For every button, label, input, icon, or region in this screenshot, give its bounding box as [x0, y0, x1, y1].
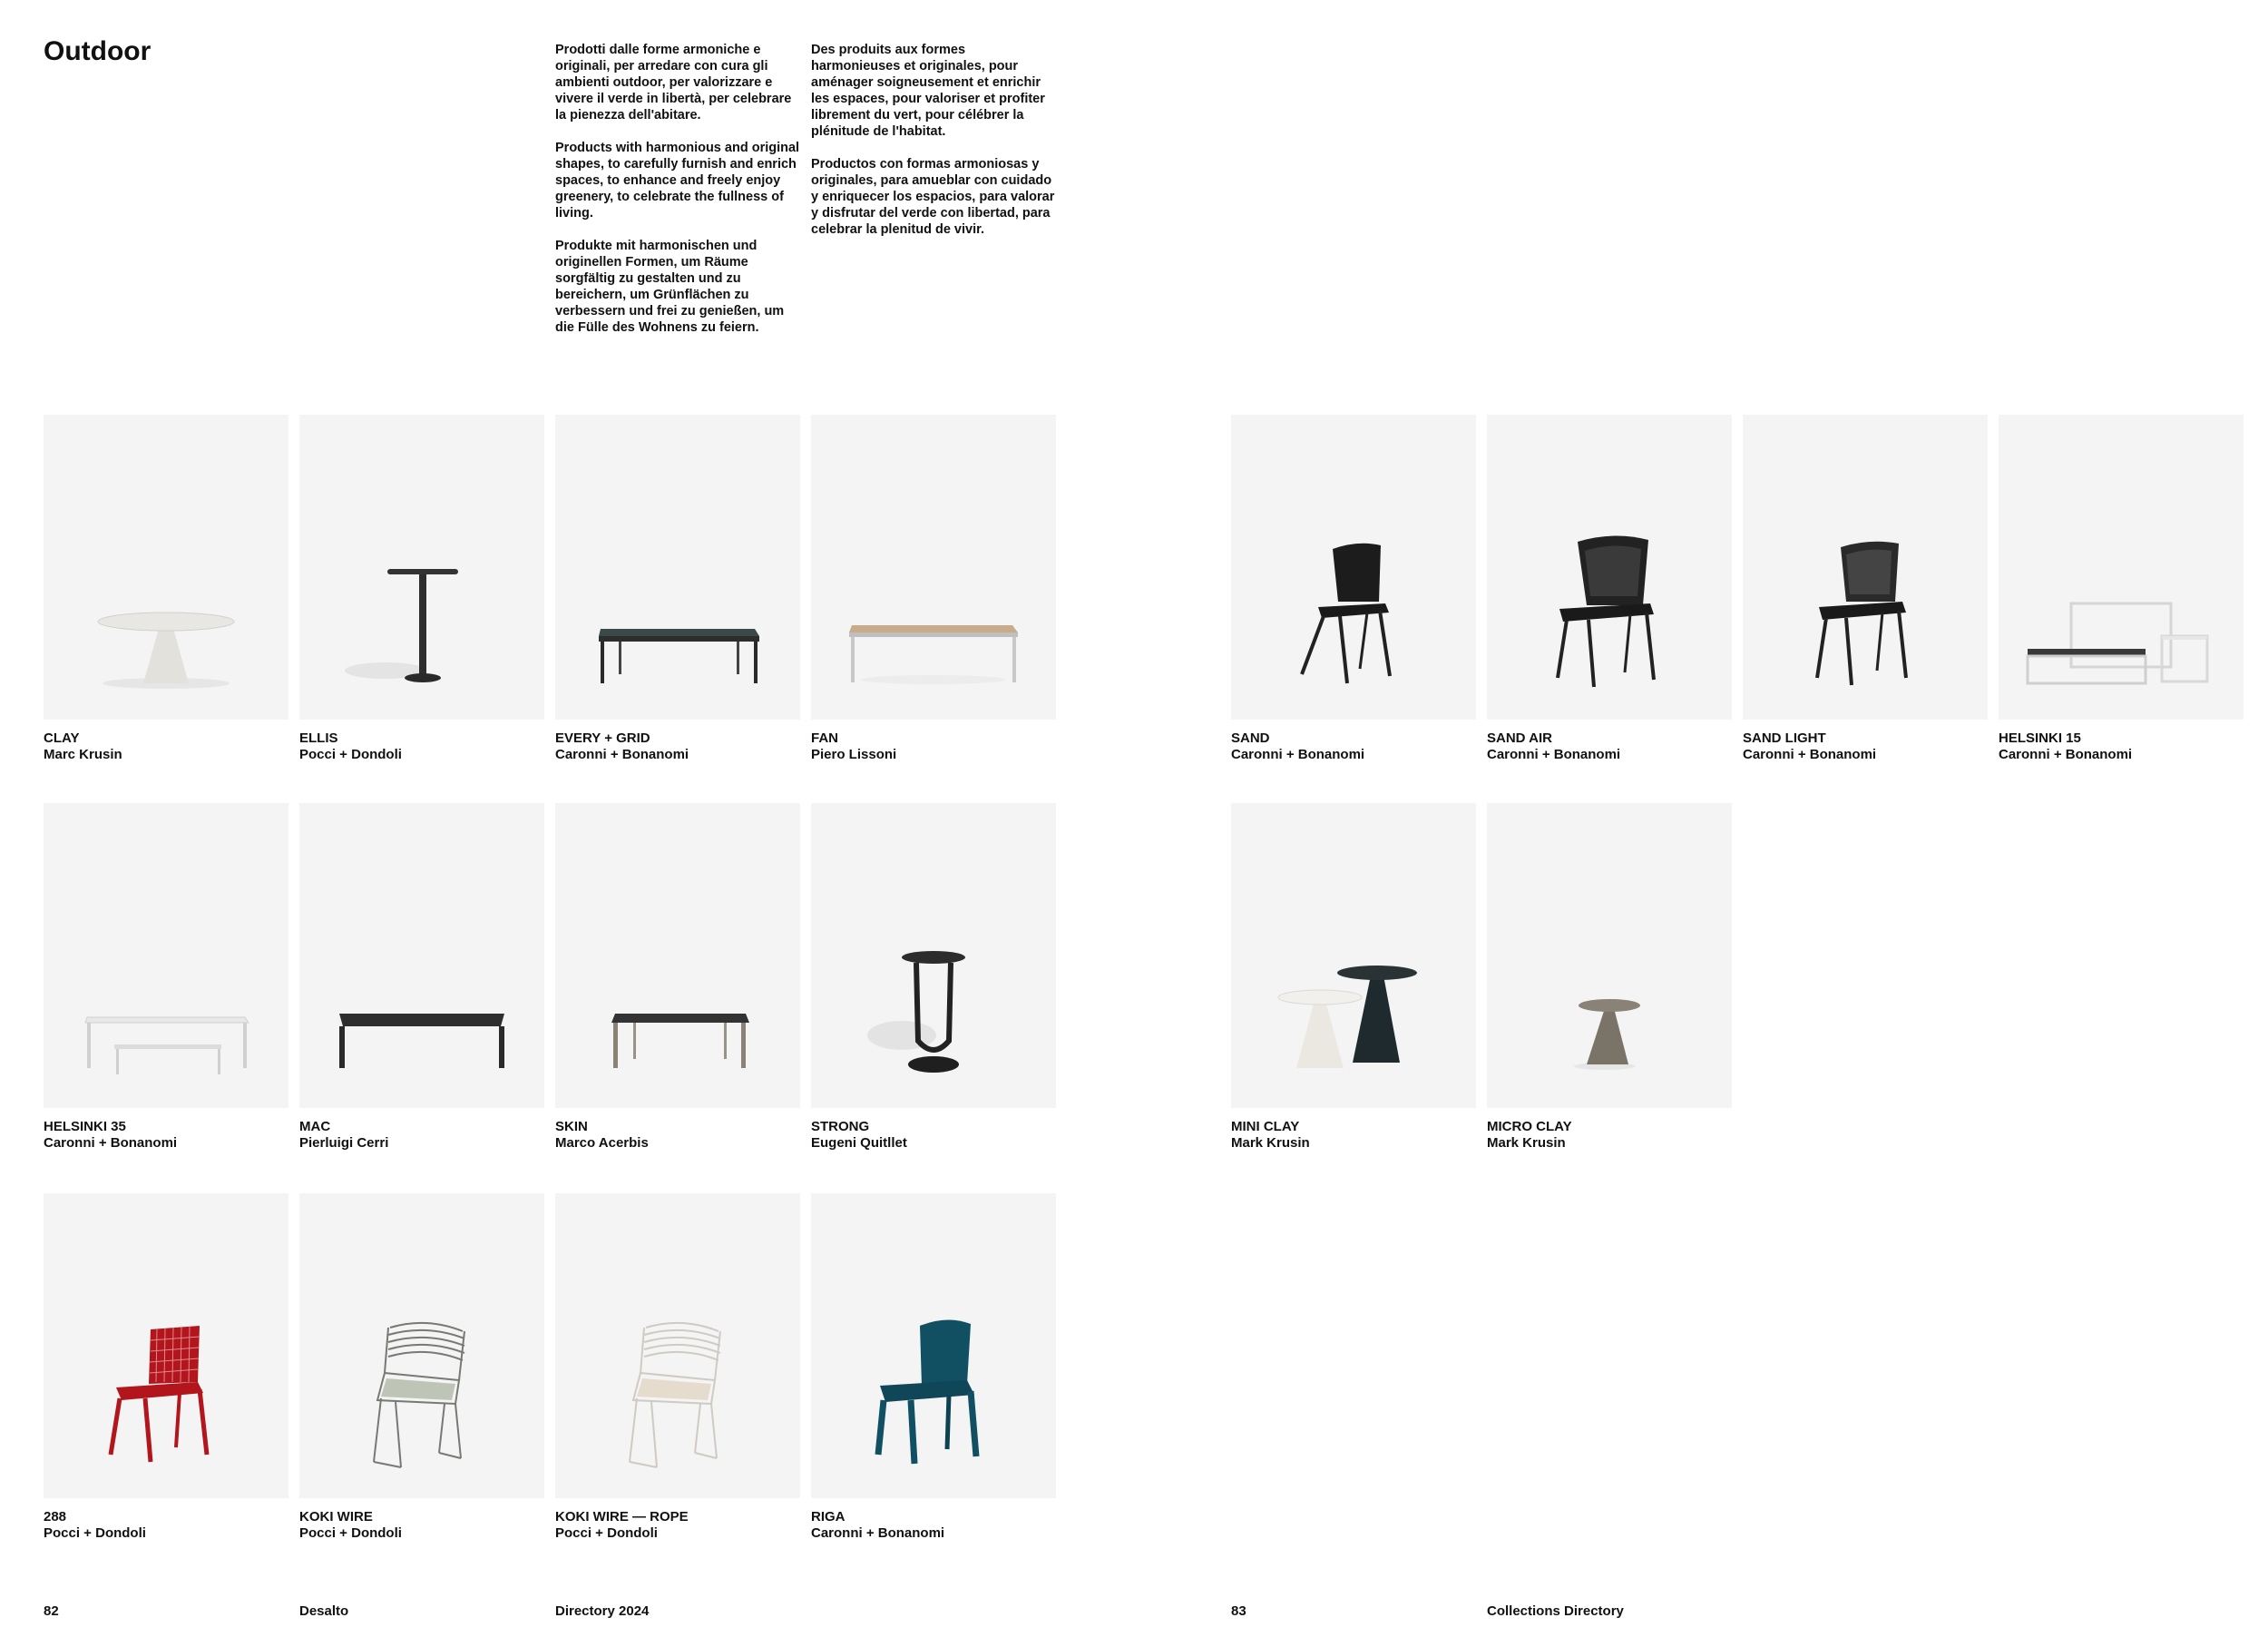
skin-table-icon [555, 803, 800, 1108]
product-designer: Pierluigi Cerri [299, 1135, 389, 1151]
product-designer: Pocci + Dondoli [555, 1525, 658, 1541]
intro-paragraph-english: Products with harmonious and original shapes, to carefully furnish and enrich spaces, to enhance and freely enjoy greenery, to celebrate the fullness of living. [555, 141, 800, 221]
micro-clay-table-icon [1487, 803, 1732, 1108]
product-card-koki-wire[interactable] [299, 1193, 544, 1542]
product-designer: Eugeni Quitllet [811, 1135, 907, 1151]
sand-light-chair-icon [1743, 415, 1988, 720]
product-designer: Caronni + Bonanomi [555, 747, 689, 762]
every-grid-table-icon [555, 415, 800, 720]
right-page-number: 83 [1231, 1603, 1246, 1619]
product-card-helsinki-15[interactable] [1999, 415, 2244, 763]
sand-air-chair-icon [1487, 415, 1732, 720]
product-name: SKIN [555, 1119, 588, 1134]
product-card-clay[interactable] [44, 415, 288, 763]
product-designer: Marco Acerbis [555, 1135, 649, 1151]
product-card-every-grid[interactable] [555, 415, 800, 763]
intro-paragraph-italian: Prodotti dalle forme armoniche e originali, per arredare con cura gli ambienti outdoor, per valorizzare e vivere il verde in libertà, per celebrare la pienezza dell'abitare. [555, 43, 792, 123]
product-designer: Piero Lissoni [811, 747, 897, 762]
product-name: MAC [299, 1119, 331, 1134]
footer-brand: Desalto [299, 1603, 349, 1619]
product-card-ellis[interactable] [299, 415, 544, 763]
product-name: ELLIS [299, 730, 338, 746]
product-name: RIGA [811, 1509, 846, 1524]
product-card-skin[interactable] [555, 803, 800, 1152]
intro-text-left [555, 42, 800, 352]
mac-table-icon [299, 803, 544, 1108]
product-designer: Caronni + Bonanomi [1487, 747, 1621, 762]
product-card-koki-wire-rope[interactable] [555, 1193, 800, 1542]
product-name: KOKI WIRE — ROPE [555, 1509, 689, 1524]
intro-text-right [811, 42, 1056, 254]
helsinki-35-table-icon [44, 803, 288, 1108]
product-name: FAN [811, 730, 838, 746]
product-card-288[interactable] [44, 1193, 288, 1542]
intro-paragraph-german: Produkte mit harmonischen und originellen Formen, um Räume sorgfältig zu gestalten und zu bereichern, um Grünflächen zu verbessern und frei zu genießen, um die Fülle des Wohnens zu feiern. [555, 239, 785, 335]
intro-paragraph-spanish: Productos con formas armoniosas y originales, para amueblar con cuidado y enriquecer los espacios, para valorar y disfrutar del verde con libertad, para celebrar la plenitud de vivir. [811, 157, 1055, 237]
strong-table-icon [811, 803, 1056, 1108]
product-name: SAND [1231, 730, 1270, 746]
footer-right-section: Collections Directory [1487, 1603, 1624, 1619]
product-designer: Mark Krusin [1487, 1135, 1566, 1151]
page-title: Outdoor [44, 36, 152, 66]
product-designer: Caronni + Bonanomi [1231, 747, 1365, 762]
product-card-riga[interactable] [811, 1193, 1056, 1542]
product-designer: Pocci + Dondoli [44, 1525, 146, 1541]
product-name: HELSINKI 35 [44, 1119, 126, 1134]
product-designer: Caronni + Bonanomi [1743, 747, 1877, 762]
product-name: MINI CLAY [1231, 1119, 1300, 1134]
koki-wire-rope-chair-icon [555, 1193, 800, 1498]
left-page-number: 82 [44, 1603, 59, 1619]
clay-table-icon [44, 415, 288, 720]
helsinki-15-table-icon [1999, 415, 2244, 720]
product-designer: Marc Krusin [44, 747, 122, 762]
product-card-helsinki-35[interactable] [44, 803, 288, 1152]
sand-chair-icon [1231, 415, 1476, 720]
product-card-fan[interactable] [811, 415, 1056, 763]
product-name: EVERY + GRID [555, 730, 650, 746]
product-card-strong[interactable] [811, 803, 1056, 1152]
product-name: MICRO CLAY [1487, 1119, 1572, 1134]
product-designer: Caronni + Bonanomi [811, 1525, 945, 1541]
product-name: CLAY [44, 730, 80, 746]
product-name: KOKI WIRE [299, 1509, 373, 1524]
product-card-micro-clay[interactable] [1487, 803, 1732, 1152]
product-designer: Pocci + Dondoli [299, 747, 402, 762]
mini-clay-table-icon [1231, 803, 1476, 1108]
ellis-table-icon [299, 415, 544, 720]
product-card-sand-air[interactable] [1487, 415, 1732, 763]
product-designer: Pocci + Dondoli [299, 1525, 402, 1541]
product-name: STRONG [811, 1119, 870, 1134]
footer-left-section: Directory 2024 [555, 1603, 650, 1619]
product-designer: Caronni + Bonanomi [1999, 747, 2133, 762]
288-chair-icon [44, 1193, 288, 1498]
product-card-mac[interactable] [299, 803, 544, 1152]
product-card-mini-clay[interactable] [1231, 803, 1476, 1152]
product-name: SAND LIGHT [1743, 730, 1826, 746]
intro-paragraph-french: Des produits aux formes harmonieuses et originales, pour aménager soigneusement et enrichir les espaces, pour valoriser et profiter librement du vert, pour célébrer la plénitude de l'habitat. [811, 43, 1045, 139]
riga-chair-icon [811, 1193, 1056, 1498]
koki-wire-chair-icon [299, 1193, 544, 1498]
fan-table-icon [811, 415, 1056, 720]
product-name: HELSINKI 15 [1999, 730, 2081, 746]
product-name: 288 [44, 1509, 67, 1524]
product-name: SAND AIR [1487, 730, 1552, 746]
product-designer: Caronni + Bonanomi [44, 1135, 178, 1151]
product-designer: Mark Krusin [1231, 1135, 1310, 1151]
product-card-sand-light[interactable] [1743, 415, 1988, 763]
product-card-sand[interactable] [1231, 415, 1476, 763]
